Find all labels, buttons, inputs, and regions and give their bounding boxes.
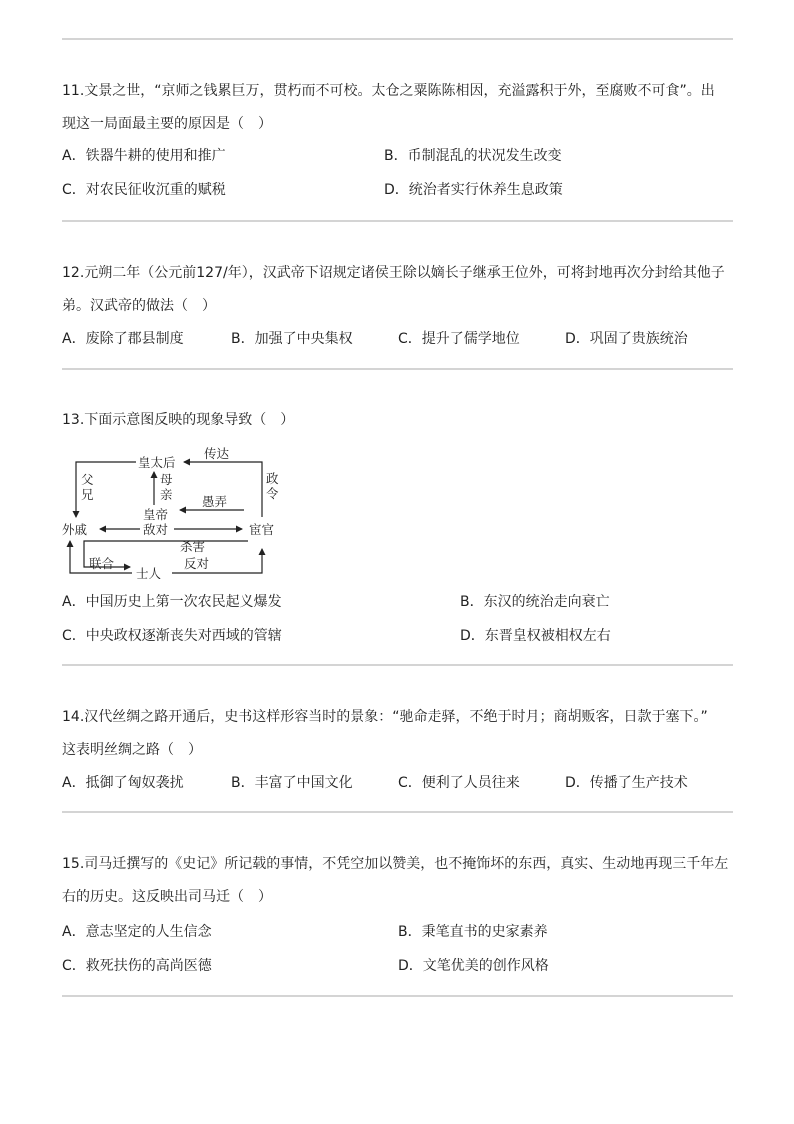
option-b[interactable]: B．加强了中央集权 [231,331,353,347]
label-decree: 令 [266,486,279,501]
question-12 [62,257,734,323]
label-brother: 兄 [81,487,94,502]
node-empress-dowager: 皇太后 [138,455,176,470]
option-d[interactable]: D．巩固了贵族统治 [565,331,688,347]
divider [62,368,733,370]
node-scholars: 士人 [136,566,162,579]
question-stem: 14.汉代丝绸之路开通后，史书这样形容当时的景象：“驰命走驿，不绝于时月；商胡贩客，日款于塞下。” [62,709,708,725]
option-b[interactable]: B．秉笔直书的史家素养 [398,924,548,940]
option-d[interactable]: D．东晋皇权被相权左右 [460,628,611,644]
question-stem: 13.下面示意图反映的现象导致（ ） [62,412,295,428]
option-b[interactable]: B．丰富了中国文化 [231,775,353,791]
option-c[interactable]: C．便利了人员往来 [398,775,520,791]
relationship-diagram [62,443,286,579]
option-a[interactable]: A．抵御了匈奴袭扰 [62,775,184,791]
option-c[interactable]: C．中央政权逐渐丧失对西域的管辖 [62,628,282,644]
question-stem: 12.元朔二年（公元前127/年），汉武帝下诏规定诸侯王除以嫡长子继承王位外，可将封地再次分封给其他子 [62,265,725,281]
divider [62,995,733,997]
option-d[interactable]: D．传播了生产技术 [565,775,688,791]
node-eunuch: 宦官 [249,522,275,537]
label-fool: 愚弄 [202,494,228,509]
question-stem: 这表明丝绸之路（ ） [62,742,202,758]
divider [62,220,733,222]
option-d[interactable]: D．统治者实行休养生息政策 [384,182,563,198]
label-convey: 传达 [204,446,230,461]
option-a[interactable]: A．废除了郡县制度 [62,331,184,347]
question-stem: 弟。汉武帝的做法（ ） [62,298,216,314]
option-c[interactable]: C．提升了儒学地位 [398,331,520,347]
divider [62,38,733,40]
node-emperor: 皇帝 [143,507,169,522]
question-stem: 右的历史。这反映出司马迁（ ） [62,889,272,905]
label-kill: 杀害 [180,539,206,554]
node-emperor-hostile: 敌对 [143,522,169,537]
option-a[interactable]: A．意志坚定的人生信念 [62,924,212,940]
question-13 [62,404,734,437]
option-c[interactable]: C．救死扶伤的高尚医德 [62,958,212,974]
question-14 [62,701,734,767]
divider [62,664,733,666]
option-b[interactable]: B．币制混乱的状况发生改变 [384,148,562,164]
question-stem: 15.司马迁撰写的《史记》所记载的事情，不凭空加以赞美，也不掩饰坏的东西，真实、生动地再现三千年左 [62,856,729,872]
question-15 [62,848,734,914]
label-unite: 联合 [89,556,115,571]
label-decree: 政 [266,471,279,486]
option-a[interactable]: A．铁器牛耕的使用和推广 [62,148,226,164]
option-d[interactable]: D．文笔优美的创作风格 [398,958,549,974]
divider [62,811,733,813]
label-mother: 母 [160,472,173,487]
option-a[interactable]: A．中国历史上第一次农民起义爆发 [62,594,282,610]
label-oppose: 反对 [184,556,210,571]
node-relatives: 外戚 [62,522,88,537]
question-stem: 11.文景之世，“京师之钱累巨万，贯朽而不可校。太仓之粟陈陈相因，充溢露积于外，至腐败不可食”。出 [62,83,715,99]
option-c[interactable]: C．对农民征收沉重的赋税 [62,182,226,198]
label-father: 父 [81,472,94,487]
question-stem: 现这一局面最主要的原因是（ ） [62,116,272,132]
option-b[interactable]: B．东汉的统治走向衰亡 [460,594,610,610]
label-relative: 亲 [160,487,173,502]
question-11 [62,75,734,141]
